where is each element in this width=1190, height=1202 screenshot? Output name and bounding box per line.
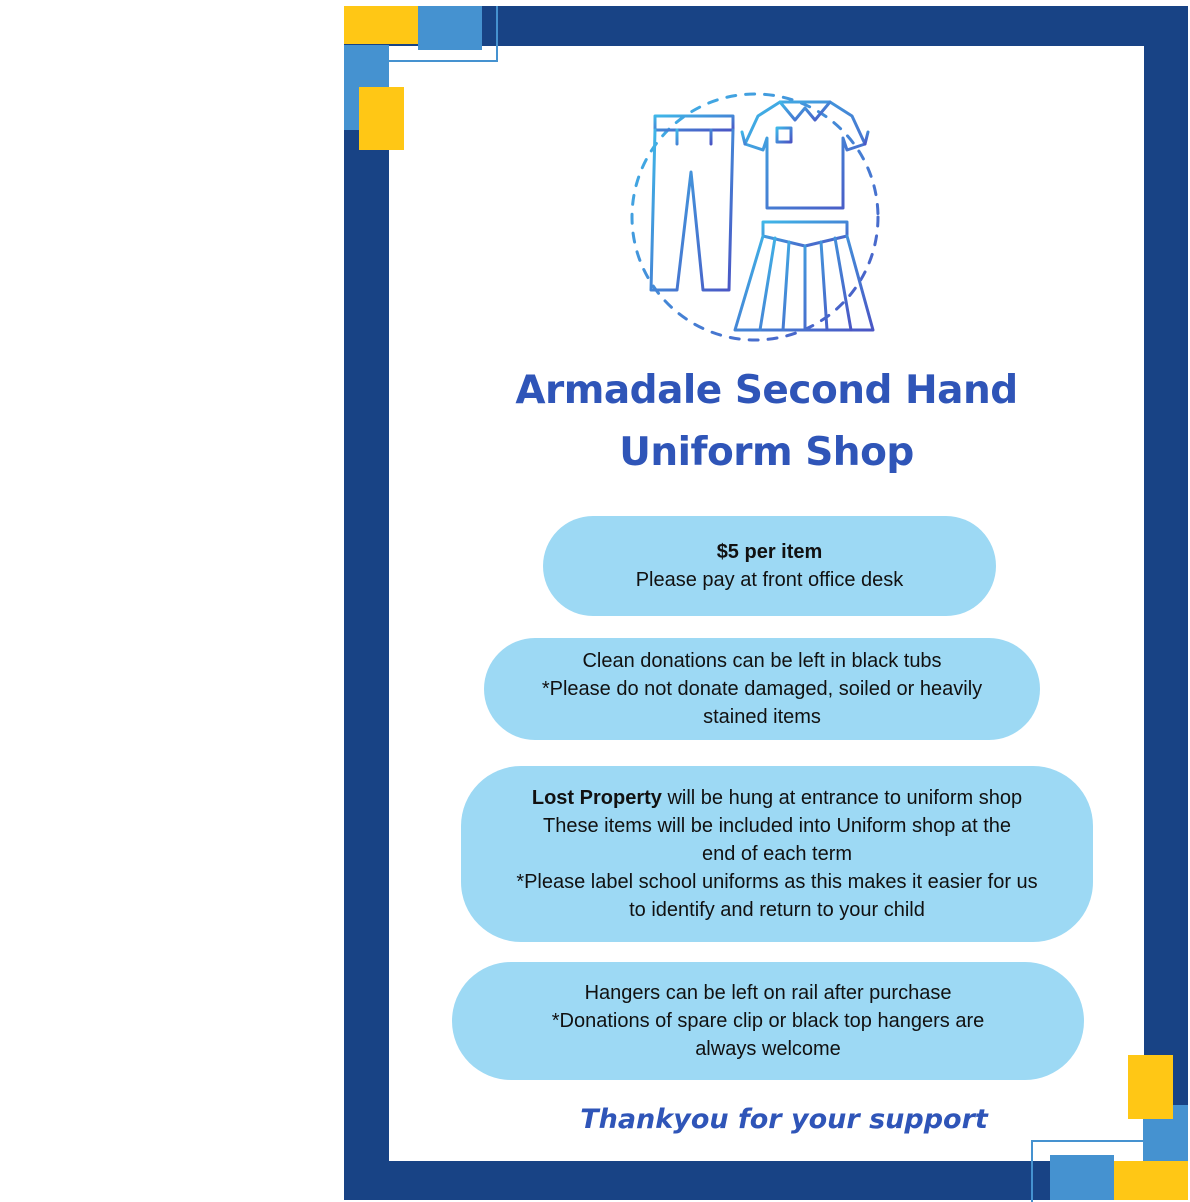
price-heading — [717, 538, 823, 566]
title-line: Uniform Shop — [619, 430, 914, 475]
lost-property-line — [532, 784, 1022, 812]
lost-property-line: These items will be included into Uniform shop at the — [542, 815, 1011, 837]
lost-property-line: to identify and return to your child — [629, 899, 925, 921]
lost-property-label: Lost Property — [531, 787, 662, 809]
price-info-pill — [543, 516, 996, 616]
lost-property-line-rest: will be hung at entrance to uniform shop — [661, 787, 1023, 809]
deco-square-yellow — [359, 87, 404, 150]
hangers-line: always welcome — [695, 1038, 841, 1060]
lost-property-line: *Please label school uniforms as this makes it easier for us — [516, 871, 1038, 893]
title-line: Armadale Second Hand — [515, 368, 1018, 413]
donations-info-pill — [484, 638, 1040, 740]
deco-outline-square — [386, 6, 498, 62]
school-uniform-icon — [615, 72, 895, 352]
thank-you-message: Thankyou for your support — [580, 1104, 988, 1135]
page-title — [389, 360, 1144, 484]
donations-line: *Please do not donate damaged, soiled or heavily — [541, 678, 983, 700]
hangers-line: Hangers can be left on rail after purchase — [584, 982, 952, 1004]
hangers-info-pill — [452, 962, 1084, 1080]
price-heading-text: $5 per item — [716, 541, 823, 563]
hangers-line: *Donations of spare clip or black top hangers are — [551, 1010, 985, 1032]
deco-square-yellow — [1114, 1161, 1188, 1200]
deco-square-blue — [1050, 1155, 1114, 1200]
lost-property-info-pill — [461, 766, 1093, 942]
price-note: Please pay at front office desk — [635, 569, 904, 591]
lost-property-line: end of each term — [701, 843, 853, 865]
donations-line: Clean donations can be left in black tubs — [582, 650, 942, 672]
donations-line: stained items — [703, 706, 821, 728]
